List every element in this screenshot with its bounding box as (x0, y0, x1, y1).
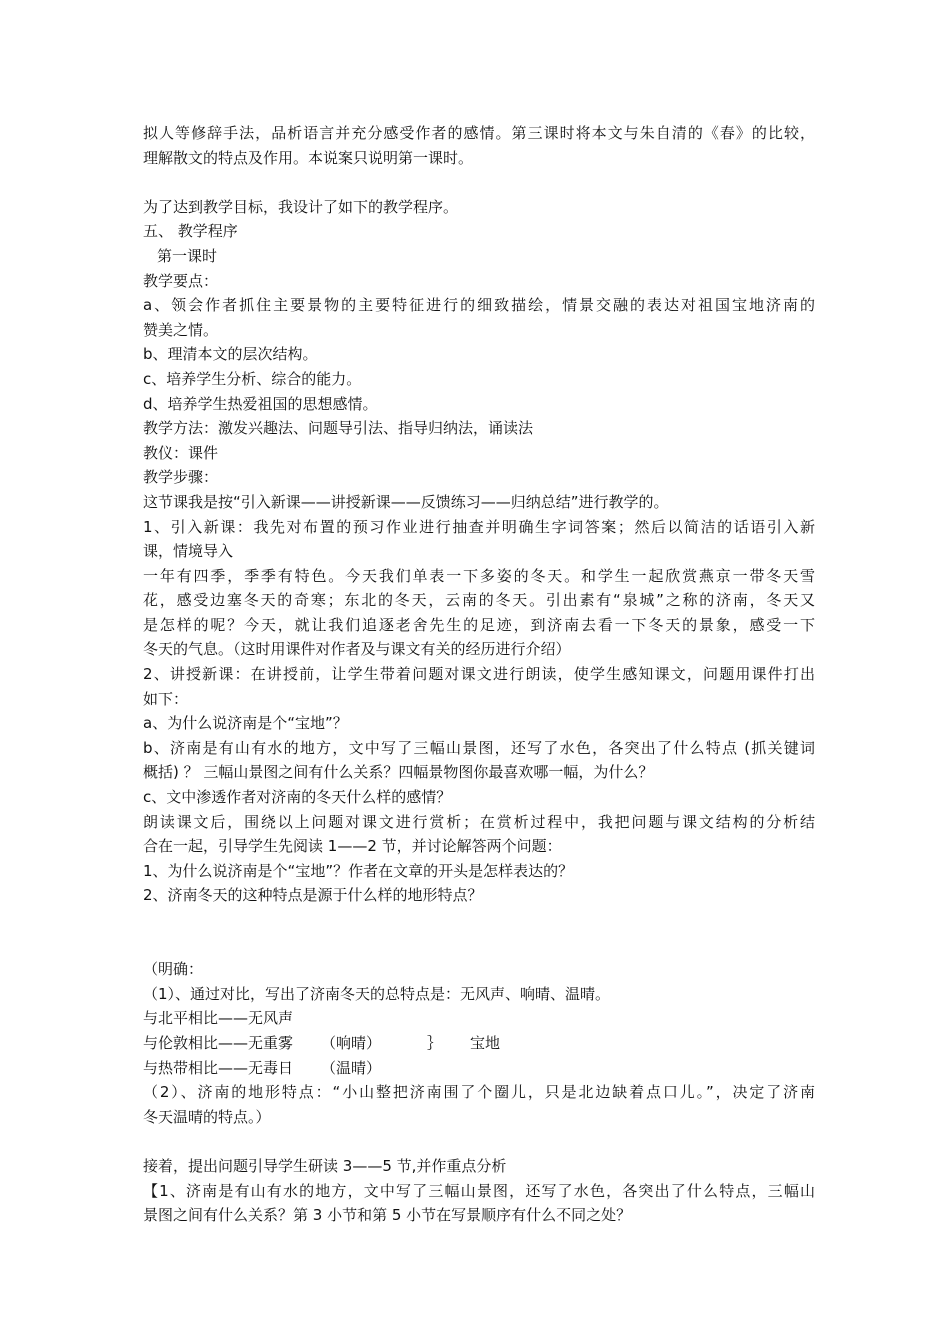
text-line: 这节课我是按“引入新课——讲授新课——反馈练习——归纳总结”进行教学的。 (143, 492, 669, 511)
text-line: 冬天温晴的特点。） (143, 1107, 271, 1126)
text-line: （明确： (143, 960, 204, 979)
text-line: 为了达到教学目标，我设计了如下的教学程序。 (143, 197, 459, 216)
blank-line (143, 933, 815, 958)
comparison-text: 与伦敦相比——无重雾 (143, 1033, 294, 1052)
blank-line (143, 1129, 815, 1154)
text-line: 1、为什么说济南是个“宝地”？作者在文章的开头是怎样表达的？ (143, 861, 574, 880)
text-line: 合在一起，引导学生先阅读 1——2 节，并讨论解答两个问题： (143, 837, 562, 856)
brace-glyph: ｝ (427, 1033, 443, 1052)
text-line: c、培养学生分析、综合的能力。 (143, 369, 362, 388)
blank-line (143, 908, 815, 933)
text-line: 概括) ？ 三幅山景图之间有什么关系？四幅景物图你最喜欢哪一幅，为什么？ (143, 763, 654, 782)
comparison-row (143, 1056, 815, 1081)
text-line: 与北平相比——无风声 (143, 1009, 294, 1028)
text-line: 赞美之情。 (143, 320, 219, 339)
text-line: 是怎样的呢？今天，就让我们追逐老舍先生的足迹，到济南去看一下冬天的景象，感受一下 (143, 615, 815, 634)
comparison-note: （响晴） (321, 1033, 382, 1052)
comparison-text: 与热带相比——无毒日 (143, 1058, 294, 1077)
text-line: 教学方法：激发兴趣法、问题导引法、指导归纳法，诵读法 (143, 419, 534, 438)
text-line: 理解散文的特点及作用。本说案只说明第一课时。 (143, 148, 474, 167)
text-line: b、济南是有山有水的地方，文中写了三幅山景图，还写了水色，各突出了什么特点 (抓关键词 (143, 738, 815, 757)
text-line: 接着，提出问题引导学生研读 3——5 节,并作重点分析 (143, 1156, 507, 1175)
text-line: 一年有四季，季季有特色。今天我们单表一下多姿的冬天。和学生一起欣赏燕京一带冬天雪 (143, 566, 815, 585)
text-line: a、领会作者抓住主要景物的主要特征进行的细致描绘，情景交融的表达对祖国宝地济南的 (143, 296, 815, 315)
text-line: 教学步骤： (143, 468, 219, 487)
text-line: b、理清本文的层次结构。 (143, 345, 318, 364)
text-line: 拟人等修辞手法，品析语言并充分感受作者的感情。第三课时将本文与朱自清的《春》的比较， (143, 124, 815, 142)
text-line: （2）、济南的地形特点：“小山整把济南围了个圈儿，只是北边缺着点口儿。”，决定了济南 (143, 1083, 815, 1102)
comparison-conclusion: 宝地 (470, 1033, 501, 1052)
text-line: 课，情境导入 (143, 542, 234, 561)
text-line: 2、讲授新课：在讲授前，让学生带着问题对课文进行朗读，使学生感知课文，问题用课件打出 (143, 665, 815, 684)
text-line: 教仪：课件 (143, 443, 219, 462)
text-line: c、文中渗透作者对济南的冬天什么样的感情？ (143, 788, 452, 807)
text-line: 2、济南冬天的这种特点是源于什么样的地形特点？ (143, 886, 483, 905)
subsection-heading: 第一课时 (157, 246, 218, 265)
comparison-note: （温晴） (321, 1058, 382, 1077)
text-line: d、培养学生热爱祖国的思想感情。 (143, 394, 378, 413)
document-page (143, 121, 815, 1228)
text-line: （1）、通过对比，写出了济南冬天的总特点是：无风声、响晴、温晴。 (143, 984, 611, 1003)
text-line: 1、引入新课：我先对布置的预习作业进行抽查并明确生字词答案；然后以简洁的话语引入新 (143, 517, 815, 536)
text-line: 朗读课文后，围绕以上问题对课文进行赏析；在赏析过程中，我把问题与课文结构的分析结 (143, 812, 815, 831)
text-line: 如下： (143, 689, 189, 708)
section-heading: 五、 教学程序 (143, 222, 238, 241)
text-line: 景图之间有什么关系？第 3 小节和第 5 小节在写景顺序有什么不同之处？ (143, 1206, 632, 1225)
text-line: 教学要点： (143, 271, 219, 290)
text-line: 【1、济南是有山有水的地方，文中写了三幅山景图，还写了水色，各突出了什么特点，三幅山 (143, 1181, 815, 1200)
text-line: a、为什么说济南是个“宝地”？ (143, 714, 348, 733)
text-line: 花，感受边塞冬天的奇寒；东北的冬天，云南的冬天。引出素有“泉城”之称的济南，冬天又 (143, 591, 815, 610)
comparison-row (143, 1031, 815, 1056)
blank-line (143, 170, 815, 195)
text-line: 冬天的气息。（这时用课件对作者及与课文有关的经历进行介绍） (143, 640, 571, 659)
